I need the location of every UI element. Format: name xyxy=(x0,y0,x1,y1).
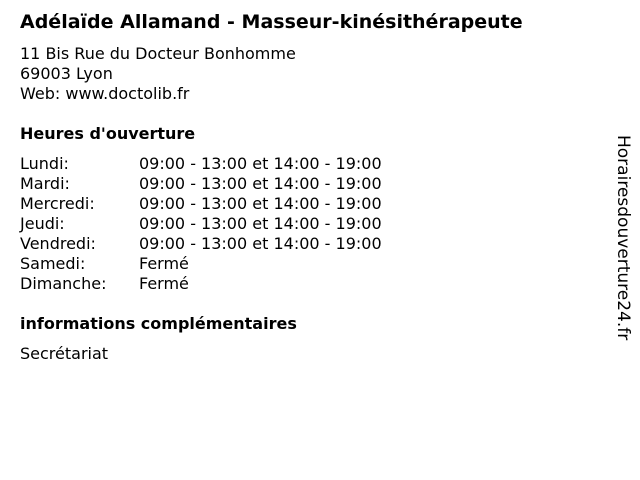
hours-row-jeudi xyxy=(20,214,382,234)
hours-row-samedi xyxy=(20,254,382,274)
hours-row-vendredi xyxy=(20,234,382,254)
day-label: Lundi: xyxy=(20,154,69,173)
address-line-street: 11 Bis Rue du Docteur Bonhomme xyxy=(20,44,296,63)
day-label: Samedi: xyxy=(20,254,86,273)
hours-value: 09:00 - 13:00 et 14:00 - 19:00 xyxy=(139,214,382,233)
website-line: Web: www.doctolib.fr xyxy=(20,84,190,103)
day-label: Mardi: xyxy=(20,174,70,193)
hours-value: 09:00 - 13:00 et 14:00 - 19:00 xyxy=(139,174,382,193)
day-label: Mercredi: xyxy=(20,194,95,213)
hours-row-dimanche xyxy=(20,274,382,294)
hours-row-mardi xyxy=(20,174,382,194)
hours-row-mercredi xyxy=(20,194,382,214)
address-line-city: 69003 Lyon xyxy=(20,64,113,83)
hours-value: 09:00 - 13:00 et 14:00 - 19:00 xyxy=(139,154,382,173)
hours-row-lundi xyxy=(20,154,382,174)
day-label: Jeudi: xyxy=(20,214,65,233)
day-label: Dimanche: xyxy=(20,274,107,293)
address-block xyxy=(20,44,296,104)
opening-hours-heading: Heures d'ouverture xyxy=(20,124,196,143)
opening-hours-list xyxy=(20,154,382,294)
hours-value: Fermé xyxy=(139,274,189,293)
hours-value: 09:00 - 13:00 et 14:00 - 19:00 xyxy=(139,194,382,213)
day-label: Vendredi: xyxy=(20,234,96,253)
hours-value: Fermé xyxy=(139,254,189,273)
side-brand-watermark: Horairesdouverture24.fr xyxy=(613,135,633,341)
page-title: Adélaïde Allamand - Masseur-kinésithérapeute xyxy=(20,11,523,33)
additional-info-heading: informations complémentaires xyxy=(20,314,297,333)
additional-info-text: Secrétariat xyxy=(20,344,109,363)
hours-value: 09:00 - 13:00 et 14:00 - 19:00 xyxy=(139,234,382,253)
